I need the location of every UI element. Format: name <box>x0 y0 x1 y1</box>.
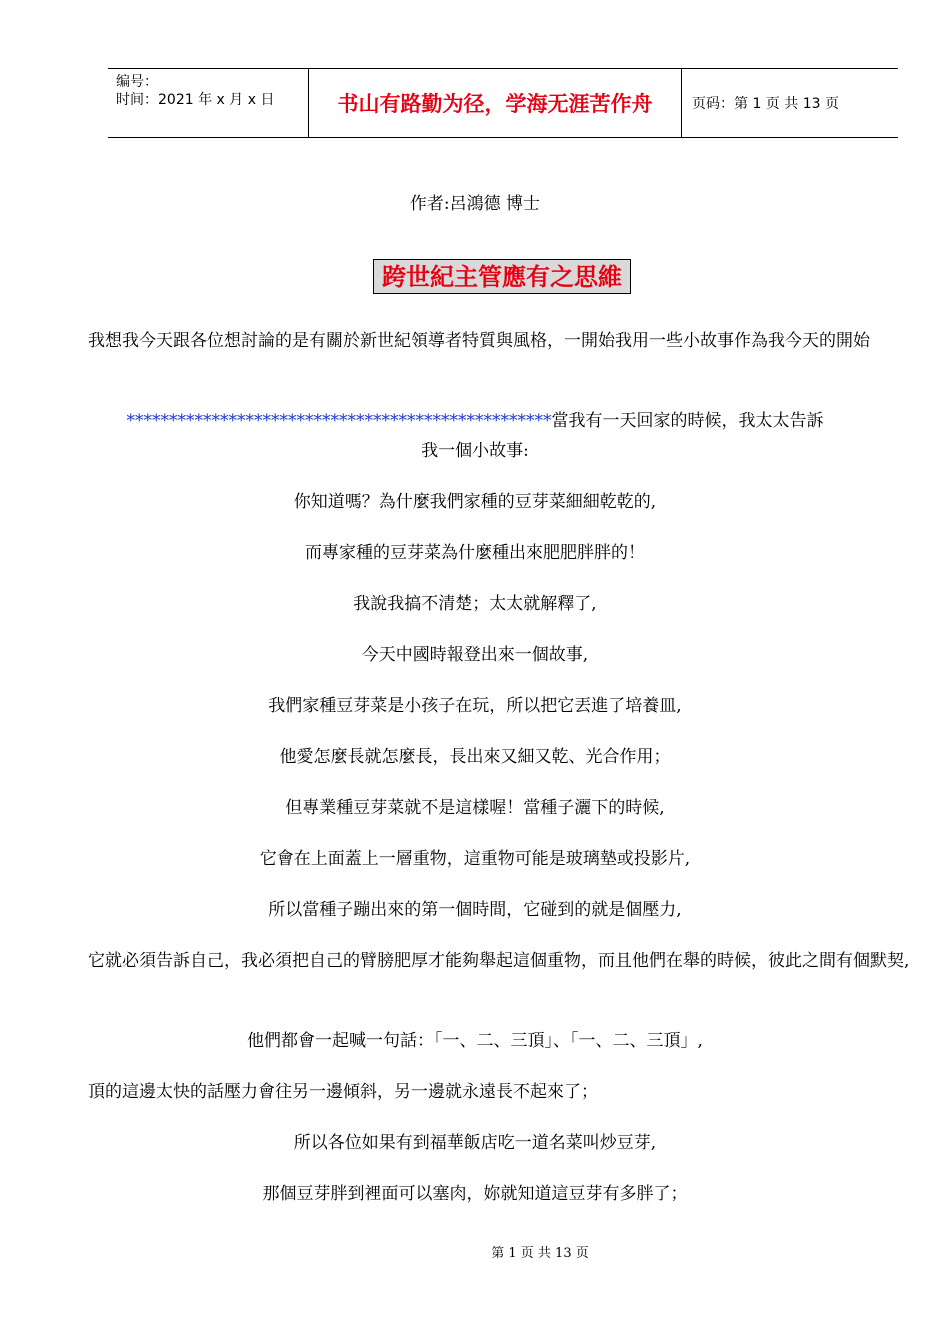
paragraph-stars-line <box>0 406 950 436</box>
paragraph-intro: 我想我今天跟各位想討論的是有關於新世紀領導者特質與風格，一開始我用一些小故事作為我今天的開始 <box>88 331 870 351</box>
paragraph-story-line2: 我一個小故事: <box>421 441 529 461</box>
document-title: 跨世紀主管應有之思維 <box>373 259 631 294</box>
asterisk-separator: ************************************************** <box>126 411 552 431</box>
header-page-info: 页码：第 1 页 共 13 页 <box>692 96 839 112</box>
paragraph-line: 他愛怎麼長就怎麼長，長出來又細又乾、光合作用； <box>279 747 671 767</box>
paragraph-line: 那個豆芽胖到裡面可以塞肉，妳就知道這豆芽有多胖了； <box>262 1184 688 1204</box>
paragraph-line: 所以各位如果有到福華飯店吃一道名菜叫炒豆芽, <box>293 1133 657 1153</box>
date-label: 时间：2021 年 x 月 x 日 <box>116 92 275 108</box>
paragraph-line: 我們家種豆芽菜是小孩子在玩，所以把它丟進了培養皿, <box>268 696 682 716</box>
header-meta-cell <box>108 69 309 137</box>
serial-number-label: 编号： <box>116 74 158 90</box>
page-footer: 第 1 页 共 13 页 <box>491 1246 589 1261</box>
header-motto: 书山有路勤为径，学海无涯苦作舟 <box>309 69 682 137</box>
paragraph-line: 你知道嗎？為什麼我們家種的豆芽菜細細乾乾的, <box>293 492 657 512</box>
author-line: 作者:呂鴻德 博士 <box>409 194 541 214</box>
paragraph-line: 他們都會一起喊一句話：「一、二、三頂」、「一、二、三頂」, <box>247 1031 703 1051</box>
paragraph-line: 它就必須告訴自己，我必須把自己的臂膀肥厚才能夠舉起這個重物，而且他們在舉的時候，彼此之間有個默契, <box>88 951 910 971</box>
paragraph-line: 但專業種豆芽菜就不是這樣喔！當種子灑下的時候, <box>285 798 665 818</box>
paragraph-line: 頂的這邊太快的話壓力會往另一邊傾斜，另一邊就永遠長不起來了； <box>88 1082 598 1102</box>
paragraph-line: 我說我搞不清楚；太太就解釋了, <box>353 594 597 614</box>
paragraph-story-start: 當我有一天回家的時候，我太太告訴 <box>551 411 824 431</box>
paragraph-line: 所以當種子蹦出來的第一個時間，它碰到的就是個壓力, <box>268 900 682 920</box>
paragraph-line: 今天中國時報登出來一個故事, <box>361 645 589 665</box>
paragraph-line: 它會在上面蓋上一層重物，這重物可能是玻璃墊或投影片, <box>259 849 691 869</box>
paragraph-line: 而專家種的豆芽菜為什麼種出來肥肥胖胖的！ <box>305 543 645 563</box>
document-header <box>108 68 898 138</box>
